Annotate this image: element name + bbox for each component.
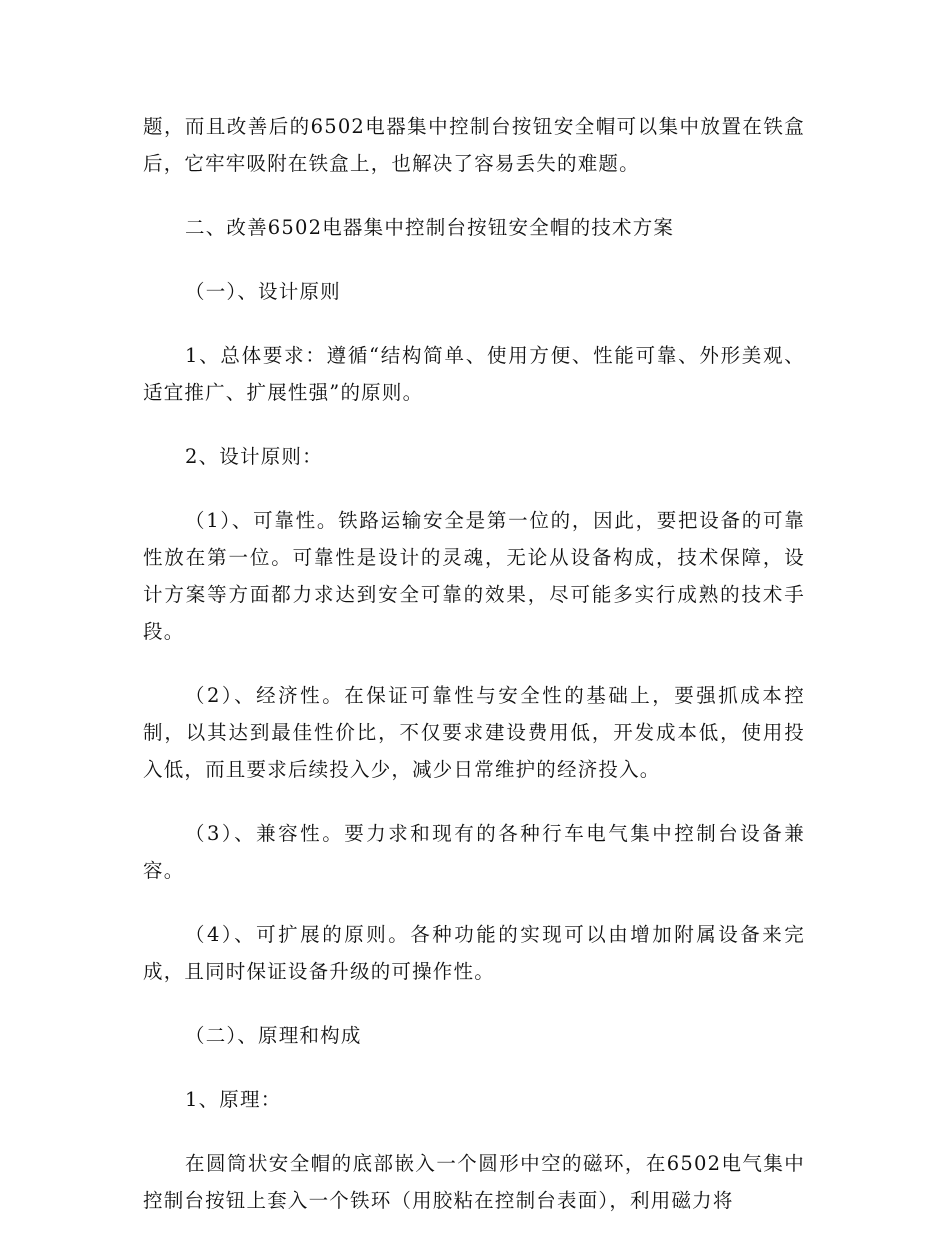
- paragraph-continuation: 题，而且改善后的6502电器集中控制台按钮安全帽可以集中放置在铁盒后，它牢牢吸附在铁盒上，也解决了容易丢失的难题。: [143, 115, 805, 175]
- paragraph-compatibility: （3）、兼容性。要力求和现有的各种行车电气集中控制台设备兼容。: [143, 822, 805, 882]
- paragraph-principle-description: 在圆筒状安全帽的底部嵌入一个圆形中空的磁环，在6502电气集中控制台按钮上套入一个铁环（用胶粘在控制台表面），利用磁力将: [143, 1152, 805, 1212]
- subsection-heading-design-principles: （一）、设计原则: [185, 280, 341, 303]
- subsection-heading-principle-composition: （二）、原理和构成: [185, 1024, 362, 1047]
- section-heading-technical-plan: 二、改善6502电器集中控制台按钮安全帽的技术方案: [185, 216, 675, 239]
- paragraph-design-principles-label: 2、设计原则：: [185, 445, 323, 468]
- paragraph-economy: （2）、经济性。在保证可靠性与安全性的基础上，要强抓成本控制，以其达到最佳性价比，不仅要求建设费用低，开发成本低，使用投入低，而且要求后续投入少，减少日常维护的经济投入。: [143, 684, 805, 781]
- paragraph-extensibility: （4）、可扩展的原则。各种功能的实现可以由增加附属设备来完成，且同时保证设备升级的可操作性。: [143, 923, 805, 983]
- document-body: [143, 108, 805, 1246]
- paragraph-principle-label: 1、原理：: [185, 1088, 282, 1111]
- paragraph-reliability: （1）、可靠性。铁路运输安全是第一位的，因此，要把设备的可靠性放在第一位。可靠性是设计的灵魂，无论从设备构成，技术保障，设计方案等方面都力求达到安全可靠的效果，尽可能多实行成熟的技术手段。: [143, 509, 805, 643]
- paragraph-general-requirements: 1、总体要求：遵循“结构简单、使用方便、性能可靠、外形美观、适宜推广、扩展性强”的原则。: [143, 344, 805, 404]
